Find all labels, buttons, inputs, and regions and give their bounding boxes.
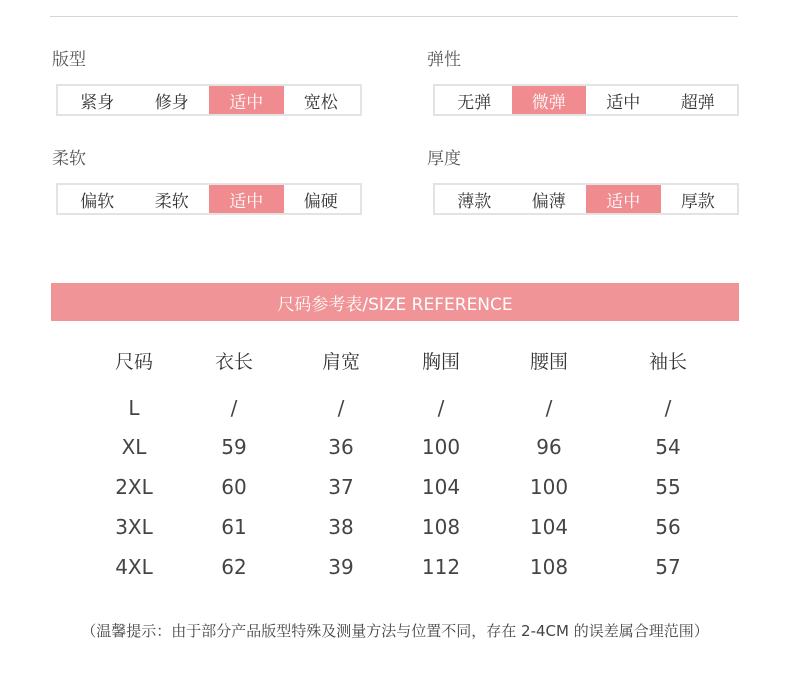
table-header-cell: 胸围 [421,351,461,373]
table-cell: 112 [421,555,461,579]
measurement-note: （温馨提示：由于部分产品版型特殊及测量方法与位置不同，存在 2-4CM 的误差属合理范围） [81,622,709,640]
table-cell: 36 [328,435,354,459]
table-cell: / [337,396,345,420]
table-cell: 57 [655,555,681,579]
softness-option[interactable]: 柔软 [154,191,189,212]
table-cell: 3XL [115,515,153,539]
table-cell: 60 [221,475,247,499]
table-cell: 37 [328,475,354,499]
table-cell: L [128,396,140,420]
table-cell: 55 [655,475,681,499]
softness-option[interactable]: 偏软 [80,191,115,212]
size-reference-title: 尺码参考表/SIZE REFERENCE [277,294,513,315]
table-header-cell: 尺码 [114,351,154,373]
table-header-cell: 袖长 [648,351,688,373]
attribute-label-softness: 柔软 [52,149,86,169]
thickness-option[interactable]: 厚款 [680,191,715,212]
table-cell: 108 [421,515,461,539]
thickness-option[interactable]: 偏薄 [531,191,566,212]
table-header-cell: 肩宽 [321,351,361,373]
table-header-cell: 腰围 [529,351,569,373]
table-header-cell: 衣长 [214,351,254,373]
table-cell: 54 [655,435,681,459]
table-cell: 104 [421,475,461,499]
table-cell: 38 [328,515,354,539]
table-cell: / [664,396,672,420]
table-cell: 56 [655,515,681,539]
table-cell: XL [121,435,147,459]
fit-option[interactable]: 紧身 [80,92,115,113]
table-cell: 100 [529,475,569,499]
attribute-label-thickness: 厚度 [427,149,461,169]
fit-option[interactable]: 宽松 [303,92,338,113]
table-cell: 39 [328,555,354,579]
table-cell: / [545,396,553,420]
elasticity-option[interactable]: 适中 [606,92,641,113]
table-cell: / [437,396,445,420]
table-cell: 100 [421,435,461,459]
elasticity-option[interactable]: 无弹 [457,92,492,113]
attribute-label-fit: 版型 [52,50,86,70]
table-cell: 108 [529,555,569,579]
softness-option[interactable]: 偏硬 [303,191,338,212]
fit-option-selected[interactable]: 适中 [209,86,284,114]
table-cell: 4XL [115,555,153,579]
table-cell: / [230,396,238,420]
table-cell: 62 [221,555,247,579]
softness-option-selected[interactable]: 适中 [209,185,284,213]
thickness-option-selected[interactable]: 适中 [586,185,661,213]
attribute-label-elasticity: 弹性 [427,50,461,70]
elasticity-option-selected[interactable]: 微弹 [512,86,587,114]
table-cell: 96 [536,435,562,459]
fit-option[interactable]: 修身 [154,92,189,113]
table-cell: 2XL [115,475,153,499]
table-cell: 104 [529,515,569,539]
table-cell: 59 [221,435,247,459]
table-cell: 61 [221,515,247,539]
elasticity-option[interactable]: 超弹 [680,92,715,113]
thickness-option[interactable]: 薄款 [457,191,492,212]
